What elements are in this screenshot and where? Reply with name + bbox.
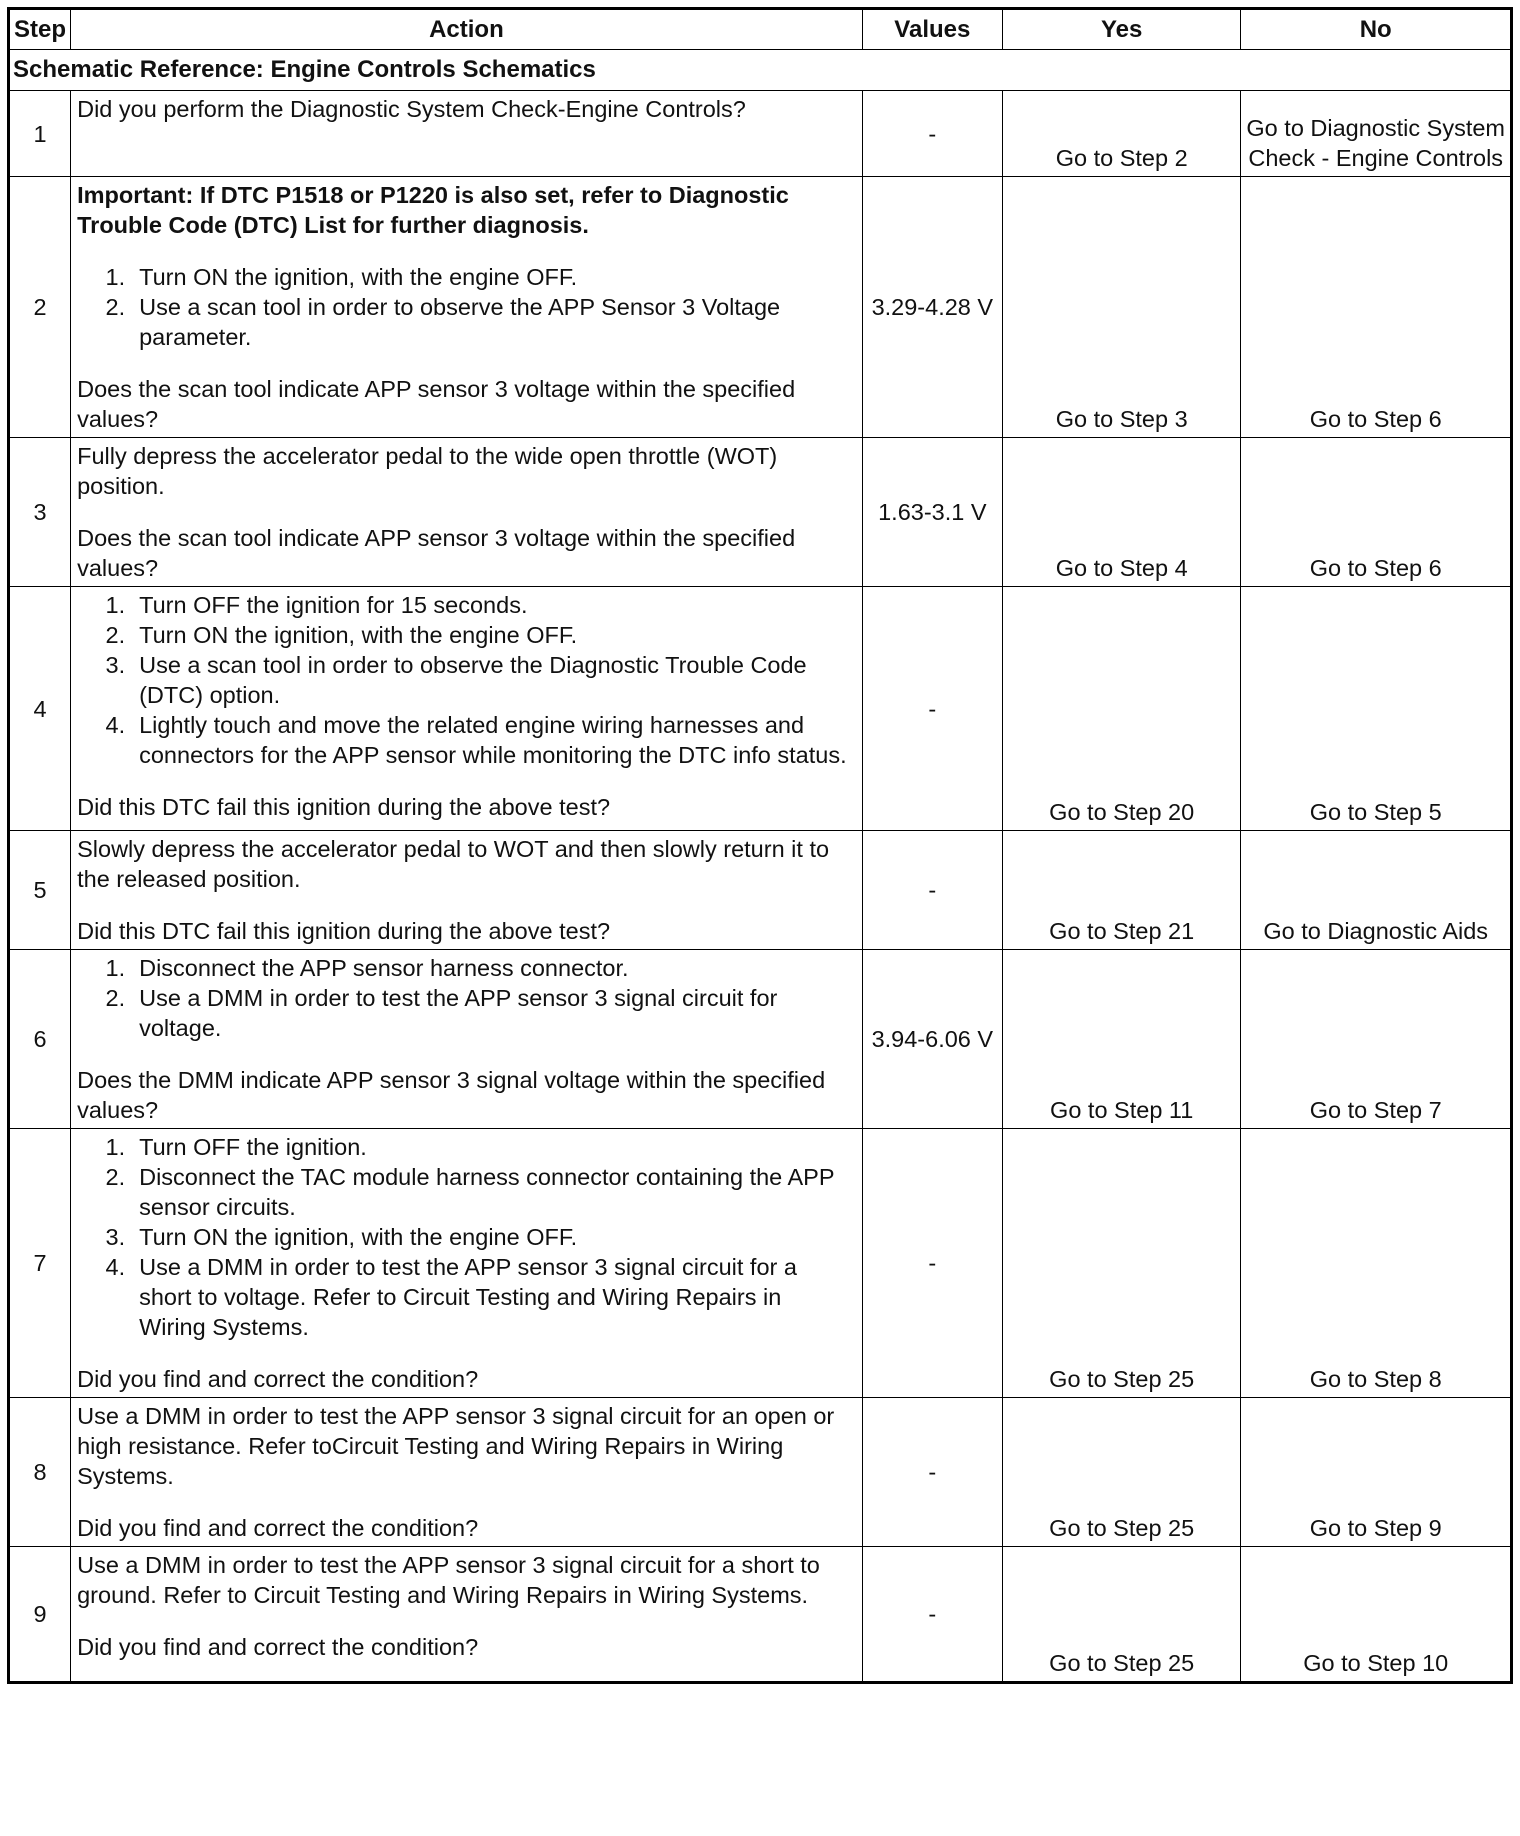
step-number: 1 <box>9 91 71 177</box>
procedure-number: 4. <box>105 712 126 738</box>
action-question: Did you find and correct the condition? <box>77 1366 479 1392</box>
procedure-item <box>77 1252 854 1342</box>
no-action: Go to Step 9 <box>1241 1398 1512 1547</box>
action-question: Does the DMM indicate APP sensor 3 signal voltage within the specified values? <box>77 1067 826 1123</box>
action-cell <box>71 91 863 177</box>
header-no: No <box>1241 9 1512 50</box>
header-step: Step <box>9 9 71 50</box>
procedure-text: Disconnect the TAC module harness connector containing the APP sensor circuits. <box>139 1164 835 1220</box>
procedure-number: 1. <box>105 264 126 290</box>
step-number: 5 <box>9 831 71 950</box>
yes-action: Go to Step 25 <box>1002 1547 1240 1683</box>
step-number: 4 <box>9 587 71 831</box>
no-action: Go to Step 8 <box>1241 1129 1512 1398</box>
procedure-list <box>77 590 854 770</box>
values-cell: 3.29-4.28 V <box>862 177 1002 438</box>
yes-action: Go to Step 25 <box>1002 1398 1240 1547</box>
procedure-item <box>77 983 854 1043</box>
table-row <box>9 587 1512 831</box>
action-question: Does the scan tool indicate APP sensor 3 voltage within the specified values? <box>77 376 796 432</box>
procedure-text: Turn ON the ignition, with the engine OFF. <box>139 264 578 290</box>
procedure-number: 1. <box>105 592 126 618</box>
yes-action: Go to Step 2 <box>1002 91 1240 177</box>
schematic-reference: Schematic Reference: Engine Controls Schematics <box>9 50 1512 91</box>
procedure-text: Use a DMM in order to test the APP sensor 3 signal circuit for voltage. <box>139 985 778 1041</box>
procedure-list <box>77 262 854 352</box>
procedure-text: Turn OFF the ignition for 15 seconds. <box>139 592 528 618</box>
procedure-item <box>77 650 854 710</box>
procedure-text: Disconnect the APP sensor harness connector. <box>139 955 629 981</box>
table-row <box>9 177 1512 438</box>
procedure-item <box>77 1162 854 1222</box>
action-question: Does the scan tool indicate APP sensor 3 voltage within the specified values? <box>77 525 796 581</box>
action-cell <box>71 831 863 950</box>
schematic-row <box>9 50 1512 91</box>
values-cell: - <box>862 831 1002 950</box>
action-cell <box>71 438 863 587</box>
procedure-item <box>77 620 854 650</box>
procedure-number: 2. <box>105 294 126 320</box>
step-number: 2 <box>9 177 71 438</box>
procedure-text: Lightly touch and move the related engine wiring harnesses and connectors for the APP sensor while monitoring the DTC info status. <box>139 712 847 768</box>
action-question: Did this DTC fail this ignition during the above test? <box>77 918 611 944</box>
table-row <box>9 1129 1512 1398</box>
action-cell <box>71 1129 863 1398</box>
procedure-number: 1. <box>105 955 126 981</box>
table-row <box>9 438 1512 587</box>
action-question: Did you perform the Diagnostic System Check-Engine Controls? <box>77 96 746 122</box>
procedure-item <box>77 590 854 620</box>
procedure-number: 1. <box>105 1134 126 1160</box>
action-question: Did this DTC fail this ignition during the above test? <box>77 794 611 820</box>
procedure-text: Turn OFF the ignition. <box>139 1134 367 1160</box>
procedure-text: Use a scan tool in order to observe the Diagnostic Trouble Code (DTC) option. <box>139 652 807 708</box>
procedure-number: 4. <box>105 1254 126 1280</box>
no-action: Go to Step 10 <box>1241 1547 1512 1683</box>
yes-action: Go to Step 3 <box>1002 177 1240 438</box>
table-row <box>9 91 1512 177</box>
step-number: 9 <box>9 1547 71 1683</box>
procedure-text: Use a scan tool in order to observe the APP Sensor 3 Voltage parameter. <box>139 294 781 350</box>
values-cell: - <box>862 1547 1002 1683</box>
procedure-item <box>77 262 854 292</box>
action-cell <box>71 1547 863 1683</box>
no-action: Go to Step 7 <box>1241 950 1512 1129</box>
procedure-number: 2. <box>105 1164 126 1190</box>
table-row <box>9 1547 1512 1683</box>
action-paragraph: Use a DMM in order to test the APP sensor 3 signal circuit for an open or high resistance. Refer toCircuit Testing and Wiring Repairs in Wiring Systems. <box>77 1403 835 1489</box>
header-row <box>9 9 1512 50</box>
table-row <box>9 950 1512 1129</box>
procedure-number: 3. <box>105 1224 126 1250</box>
action-cell <box>71 587 863 831</box>
table-row <box>9 831 1512 950</box>
action-question: Did you find and correct the condition? <box>77 1634 479 1660</box>
no-action: Go to Step 5 <box>1241 587 1512 831</box>
table-row <box>9 1398 1512 1547</box>
procedure-item <box>77 1132 854 1162</box>
procedure-item <box>77 292 854 352</box>
diagnostic-table <box>7 7 1513 1684</box>
values-cell: - <box>862 1398 1002 1547</box>
procedure-item <box>77 710 854 770</box>
yes-action: Go to Step 11 <box>1002 950 1240 1129</box>
action-paragraph: Use a DMM in order to test the APP sensor 3 signal circuit for a short to ground. Refer to Circuit Testing and Wiring Repairs in Wiring Systems. <box>77 1552 820 1608</box>
yes-action: Go to Step 4 <box>1002 438 1240 587</box>
values-cell: - <box>862 91 1002 177</box>
important-note: Important: If DTC P1518 or P1220 is also set, refer to Diagnostic Trouble Code (DTC) List for further diagnosis. <box>77 182 789 238</box>
step-number: 6 <box>9 950 71 1129</box>
procedure-text: Use a DMM in order to test the APP sensor 3 signal circuit for a short to voltage. Refer to Circuit Testing and Wiring Repairs in Wiring Systems. <box>139 1254 797 1340</box>
procedure-item <box>77 1222 854 1252</box>
yes-action: Go to Step 21 <box>1002 831 1240 950</box>
procedure-list <box>77 953 854 1043</box>
no-action: Go to Step 6 <box>1241 177 1512 438</box>
procedure-number: 2. <box>105 985 126 1011</box>
no-action: Go to Diagnostic Aids <box>1241 831 1512 950</box>
action-paragraph: Fully depress the accelerator pedal to the wide open throttle (WOT) position. <box>77 443 778 499</box>
procedure-number: 2. <box>105 622 126 648</box>
values-cell: 3.94-6.06 V <box>862 950 1002 1129</box>
procedure-item <box>77 953 854 983</box>
step-number: 8 <box>9 1398 71 1547</box>
values-cell: - <box>862 1129 1002 1398</box>
procedure-number: 3. <box>105 652 126 678</box>
action-cell <box>71 950 863 1129</box>
yes-action: Go to Step 20 <box>1002 587 1240 831</box>
procedure-list <box>77 1132 854 1342</box>
step-number: 7 <box>9 1129 71 1398</box>
header-yes: Yes <box>1002 9 1240 50</box>
no-action: Go to Diagnostic System Check - Engine Controls <box>1241 91 1512 177</box>
action-cell <box>71 177 863 438</box>
procedure-text: Turn ON the ignition, with the engine OFF. <box>139 622 578 648</box>
action-question: Did you find and correct the condition? <box>77 1515 479 1541</box>
action-cell <box>71 1398 863 1547</box>
values-cell: - <box>862 587 1002 831</box>
values-cell: 1.63-3.1 V <box>862 438 1002 587</box>
action-paragraph: Slowly depress the accelerator pedal to WOT and then slowly return it to the released position. <box>77 836 830 892</box>
procedure-text: Turn ON the ignition, with the engine OFF. <box>139 1224 578 1250</box>
no-action: Go to Step 6 <box>1241 438 1512 587</box>
header-action: Action <box>71 9 863 50</box>
yes-action: Go to Step 25 <box>1002 1129 1240 1398</box>
header-values: Values <box>862 9 1002 50</box>
step-number: 3 <box>9 438 71 587</box>
